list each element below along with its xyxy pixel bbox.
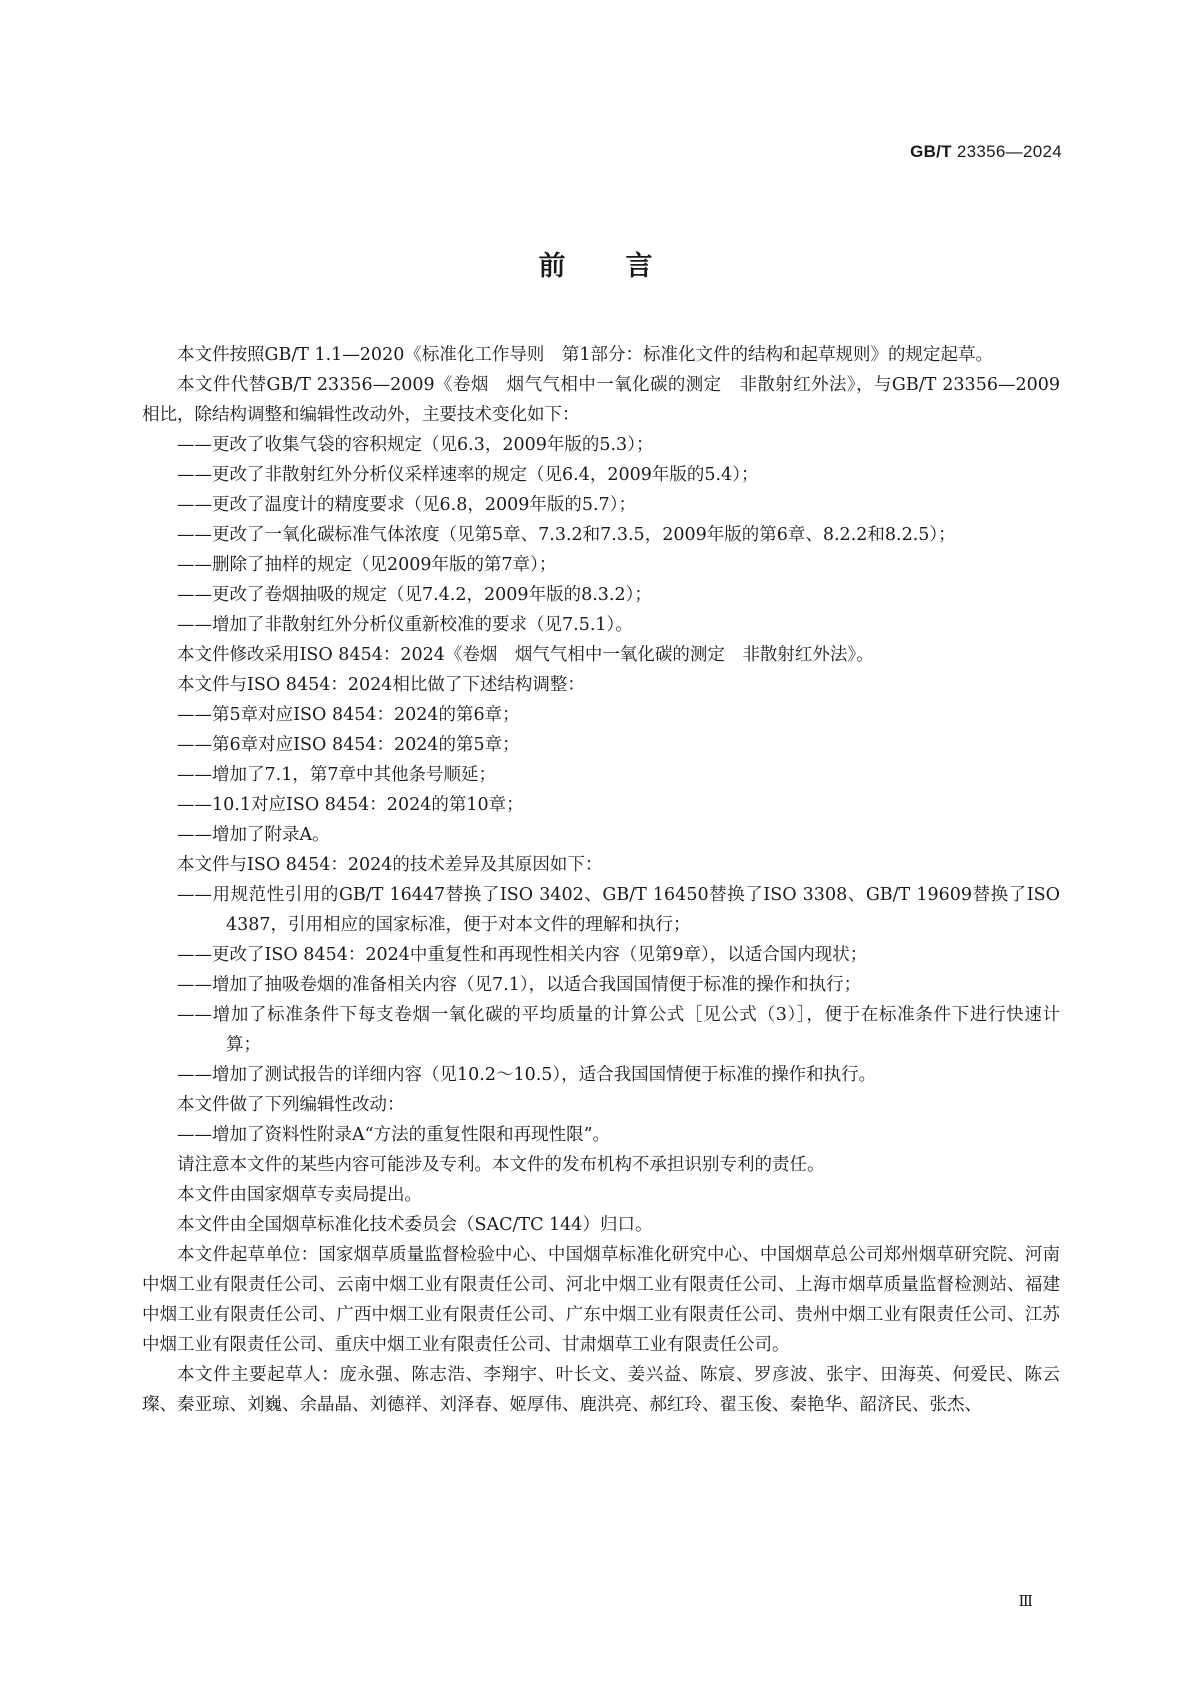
paragraph: 本文件与ISO 8454：2024相比做了下述结构调整：	[177, 675, 585, 695]
list-item: ——增加了附录A。	[177, 825, 330, 845]
foreword-body	[142, 340, 1060, 1420]
paragraph: 本文件修改采用ISO 8454：2024《卷烟 烟气气相中一氧化碳的测定 非散射红外法》。	[177, 645, 874, 665]
paragraph: 本文件起草单位：国家烟草质量监督检验中心、中国烟草标准化研究中心、中国烟草总公司郑州烟草研究院、河南中烟工业有限责任公司、云南中烟工业有限责任公司、河北中烟工业有限责任公司、上海市烟草质量监督检测站、福建中烟工业有限责任公司、广西中烟工业有限责任公司、广东中烟工业有限责任公司、贵州中烟工业有限责任公司、江苏中烟工业有限责任公司、重庆中烟工业有限责任公司、甘肃烟草工业有限责任公司。	[142, 1245, 1060, 1355]
list-item: ——删除了抽样的规定（见2009年版的第7章）；	[177, 555, 557, 575]
list-item: ——用规范性引用的GB/T 16447替换了ISO 3402、GB/T 16450替换了ISO 3308、GB/T 19609替换了ISO 4387，引用相应的国家标准，便于对本文件的理解和执行；	[177, 885, 1060, 935]
list-item: ——更改了收集气袋的容积规定（见6.3，2009年版的5.3）；	[177, 435, 654, 455]
list-item: ——第5章对应ISO 8454：2024的第6章；	[177, 705, 520, 725]
list-item: ——更改了ISO 8454：2024中重复性和再现性相关内容（见第9章），以适合国内现状；	[177, 945, 868, 965]
list-item: ——增加了抽吸卷烟的准备相关内容（见7.1），以适合我国国情便于标准的操作和执行；	[177, 975, 862, 995]
list-item: ——第6章对应ISO 8454：2024的第5章；	[177, 735, 520, 755]
list-item: ——增加了资料性附录A“方法的重复性限和再现性限”。	[177, 1125, 611, 1145]
list-item: ——增加了标准条件下每支卷烟一氧化碳的平均质量的计算公式［见公式（3）］，便于在标准条件下进行快速计算；	[177, 1005, 1060, 1055]
paragraph: 本文件代替GB/T 23356—2009《卷烟 烟气气相中一氧化碳的测定 非散射红外法》，与GB/T 23356—2009相比，除结构调整和编辑性改动外，主要技术变化如下：	[142, 375, 1060, 425]
paragraph: 本文件与ISO 8454：2024的技术差异及其原因如下：	[177, 855, 603, 875]
standard-prefix: GB/T	[910, 142, 952, 161]
list-item: ——增加了7.1，第7章中其他条号顺延；	[177, 765, 496, 785]
page-title: 前言	[538, 251, 713, 282]
list-item: ——更改了非散射红外分析仪采样速率的规定（见6.4，2009年版的5.4）；	[177, 465, 759, 485]
standard-number	[910, 142, 1062, 162]
paragraph: 本文件按照GB/T 1.1—2020《标准化工作导则 第1部分：标准化文件的结构和起草规则》的规定起草。	[177, 345, 993, 365]
list-item: ——更改了温度计的精度要求（见6.8，2009年版的5.7）；	[177, 495, 636, 515]
list-item: ——增加了测试报告的详细内容（见10.2～10.5），适合我国国情便于标准的操作和执行。	[177, 1065, 877, 1085]
list-item: ——10.1对应ISO 8454：2024的第10章；	[177, 795, 524, 815]
paragraph: 本文件由国家烟草专卖局提出。	[177, 1185, 422, 1205]
paragraph: 请注意本文件的某些内容可能涉及专利。本文件的发布机构不承担识别专利的责任。	[177, 1155, 825, 1175]
paragraph: 本文件由全国烟草标准化技术委员会（SAC/TC 144）归口。	[177, 1215, 653, 1235]
list-item: ——增加了非散射红外分析仪重新校准的要求（见7.5.1）。	[177, 615, 633, 635]
paragraph: 本文件做了下列编辑性改动：	[177, 1095, 405, 1115]
list-item: ——更改了卷烟抽吸的规定（见7.4.2，2009年版的8.3.2）；	[177, 585, 652, 605]
page-number: Ⅲ	[1018, 1592, 1033, 1610]
paragraph: 本文件主要起草人：庞永强、陈志浩、李翔宇、叶长文、姜兴益、陈宸、罗彦波、张宇、田海英、何爱民、陈云璨、秦亚琼、刘巍、余晶晶、刘德祥、刘泽春、姬厚伟、鹿洪亮、郝红玲、翟玉俊、秦艳华、韶济民、张杰、	[142, 1365, 1060, 1415]
list-item: ——更改了一氧化碳标准气体浓度（见第5章、7.3.2和7.3.5，2009年版的第6章、8.2.2和8.2.5）；	[177, 525, 956, 545]
standard-code: 23356—2024	[951, 142, 1062, 161]
